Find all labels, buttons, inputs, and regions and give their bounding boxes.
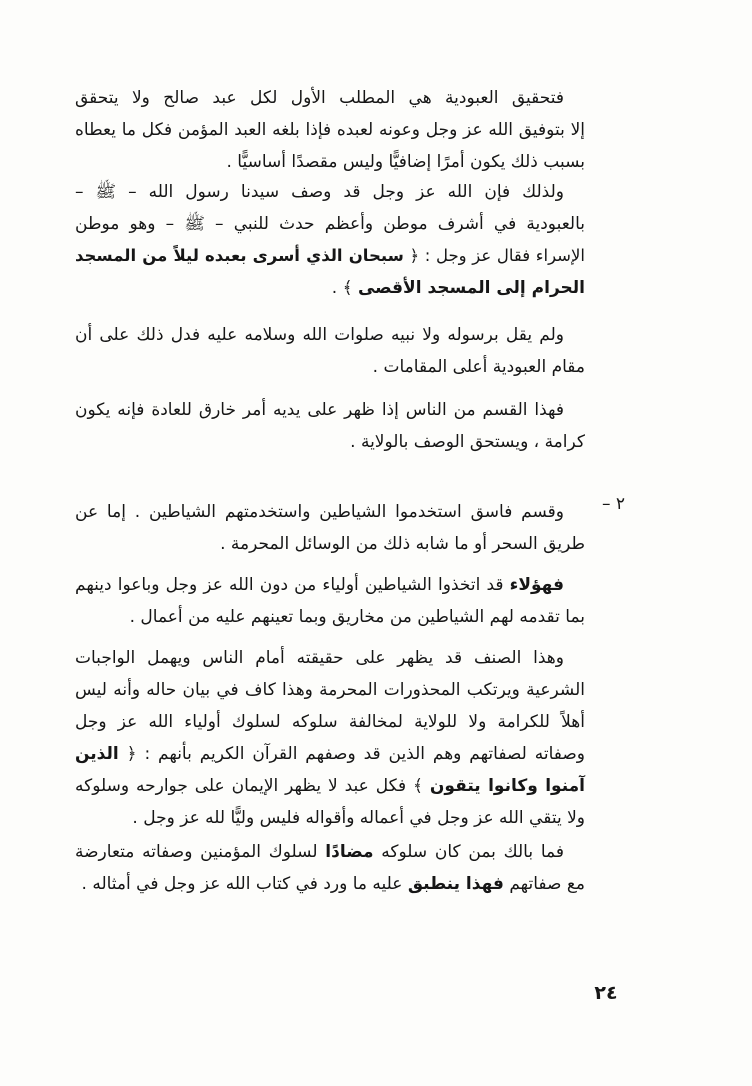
text-segment: ﴾ . bbox=[331, 278, 358, 298]
text-segment: وهذا الصنف قد يظهر على حقيقته أمام الناس ويهمل الواجبات bbox=[75, 648, 564, 668]
page-number: ٢٤ bbox=[594, 982, 618, 1004]
text-line bbox=[75, 770, 585, 802]
text-line bbox=[75, 496, 585, 528]
paragraph bbox=[75, 394, 585, 458]
text-line bbox=[75, 176, 585, 208]
text-segment: فهذا القسم من الناس إذا ظهر على يديه أمر خارق للعادة فإنه يكون bbox=[75, 400, 564, 420]
text-line bbox=[75, 836, 585, 868]
text-line bbox=[75, 114, 585, 146]
bold-text: الحرام إلى المسجد الأقصى bbox=[357, 278, 585, 298]
bold-text: الذين bbox=[75, 744, 119, 764]
paragraph bbox=[75, 319, 585, 383]
section-number: ٢ – bbox=[601, 494, 625, 514]
text-segment: أهلاً للكرامة ولا للولاية لمخالفة سلوكه لسلوك أولياء الله عز وجل bbox=[75, 712, 585, 732]
text-line bbox=[75, 569, 585, 601]
text-segment: بما تقدمه لهم الشياطين من مخاريق وبما تعينهم عليه من أعمال . bbox=[129, 607, 585, 627]
text-line bbox=[75, 868, 585, 900]
text-segment: وقسم فاسق استخدموا الشياطين واستخدمتهم الشياطين . إما عن bbox=[75, 502, 564, 522]
text-segment: ولا يتقي الله عز وجل في أعماله وأقواله فليس وليًّا لله عز وجل . bbox=[132, 808, 585, 828]
text-segment: إلا بتوفيق الله عز وجل وعونه لعبده فإذا بلغه العبد المؤمن فكل ما يعطاه bbox=[75, 120, 585, 140]
text-line bbox=[75, 528, 585, 560]
text-line bbox=[75, 82, 585, 114]
paragraph bbox=[75, 494, 625, 560]
text-segment: بسبب ذلك يكون أمرًا إضافيًّا وليس مقصدًا أساسيًّا . bbox=[226, 152, 585, 172]
text-line bbox=[75, 240, 585, 272]
text-segment: مقام العبودية أعلى المقامات . bbox=[372, 357, 585, 377]
text-line bbox=[75, 601, 585, 633]
text-segment: ولم يقل برسوله ولا نبيه صلوات الله وسلامه عليه فدل ذلك على أن bbox=[75, 325, 564, 345]
text-line bbox=[75, 706, 585, 738]
text-line bbox=[75, 319, 585, 351]
text-line bbox=[75, 208, 585, 240]
bold-text: آمنوا وكانوا يتقون bbox=[429, 776, 585, 796]
bold-text: فهؤلاء bbox=[509, 575, 564, 595]
text-segment: الإسراء فقال عز وجل : ﴿ bbox=[403, 246, 585, 265]
text-line bbox=[75, 146, 585, 178]
text-line bbox=[75, 642, 585, 674]
text-line bbox=[75, 272, 585, 304]
paragraph bbox=[75, 836, 585, 900]
text-segment: قد اتخذوا الشياطين أولياء من دون الله عز وجل وباعوا دينهم bbox=[75, 575, 510, 595]
paragraph bbox=[75, 642, 585, 834]
text-segment: مع صفاتهم bbox=[503, 874, 585, 894]
paragraph bbox=[75, 176, 585, 304]
text-segment: طريق السحر أو ما شابه ذلك من الوسائل المحرمة . bbox=[220, 534, 585, 554]
text-line bbox=[75, 351, 585, 383]
text-line bbox=[75, 738, 585, 770]
text-segment: عليه ما ورد في كتاب الله عز وجل في أمثاله . bbox=[81, 874, 408, 894]
text-line bbox=[75, 394, 585, 426]
paragraph bbox=[75, 569, 585, 633]
text-segment: لسلوك المؤمنين وصفاته متعارضة bbox=[75, 842, 326, 862]
text-segment: كرامة ، ويستحق الوصف بالولاية . bbox=[350, 432, 585, 452]
text-segment: فما بالك بمن كان سلوكه bbox=[373, 842, 564, 862]
text-segment: بالعبودية في أشرف موطن وأعظم حدث للنبي – ﷺ – وهو موطن bbox=[75, 214, 585, 234]
text-segment: وصفاته لصفاتهم وهم الذين قد وصفهم القرآن الكريم بأنهم : ﴿ bbox=[118, 744, 585, 764]
bold-text: سبحان الذي أسرى بعبده ليلاً من المسجد bbox=[75, 246, 404, 265]
text-segment: ﴾ فكل عبد لا يظهر الإيمان على جوارحه وسلوكه bbox=[75, 776, 430, 796]
text-line bbox=[75, 426, 585, 458]
text-segment: فتحقيق العبودية هي المطلب الأول لكل عبد صالح ولا يتحقق bbox=[75, 88, 564, 108]
bold-text: فهذا ينطبق bbox=[407, 874, 504, 894]
text-line bbox=[75, 674, 585, 706]
paragraph bbox=[75, 82, 585, 178]
text-segment: الشرعية ويرتكب المحذورات المحرمة وهذا كاف في بيان حاله وأنه ليس bbox=[75, 680, 585, 700]
text-line bbox=[75, 802, 585, 834]
text-segment: ولذلك فإن الله عز وجل قد وصف سيدنا رسول الله – ﷺ – bbox=[75, 182, 564, 202]
bold-text: مضادًا bbox=[325, 842, 374, 862]
